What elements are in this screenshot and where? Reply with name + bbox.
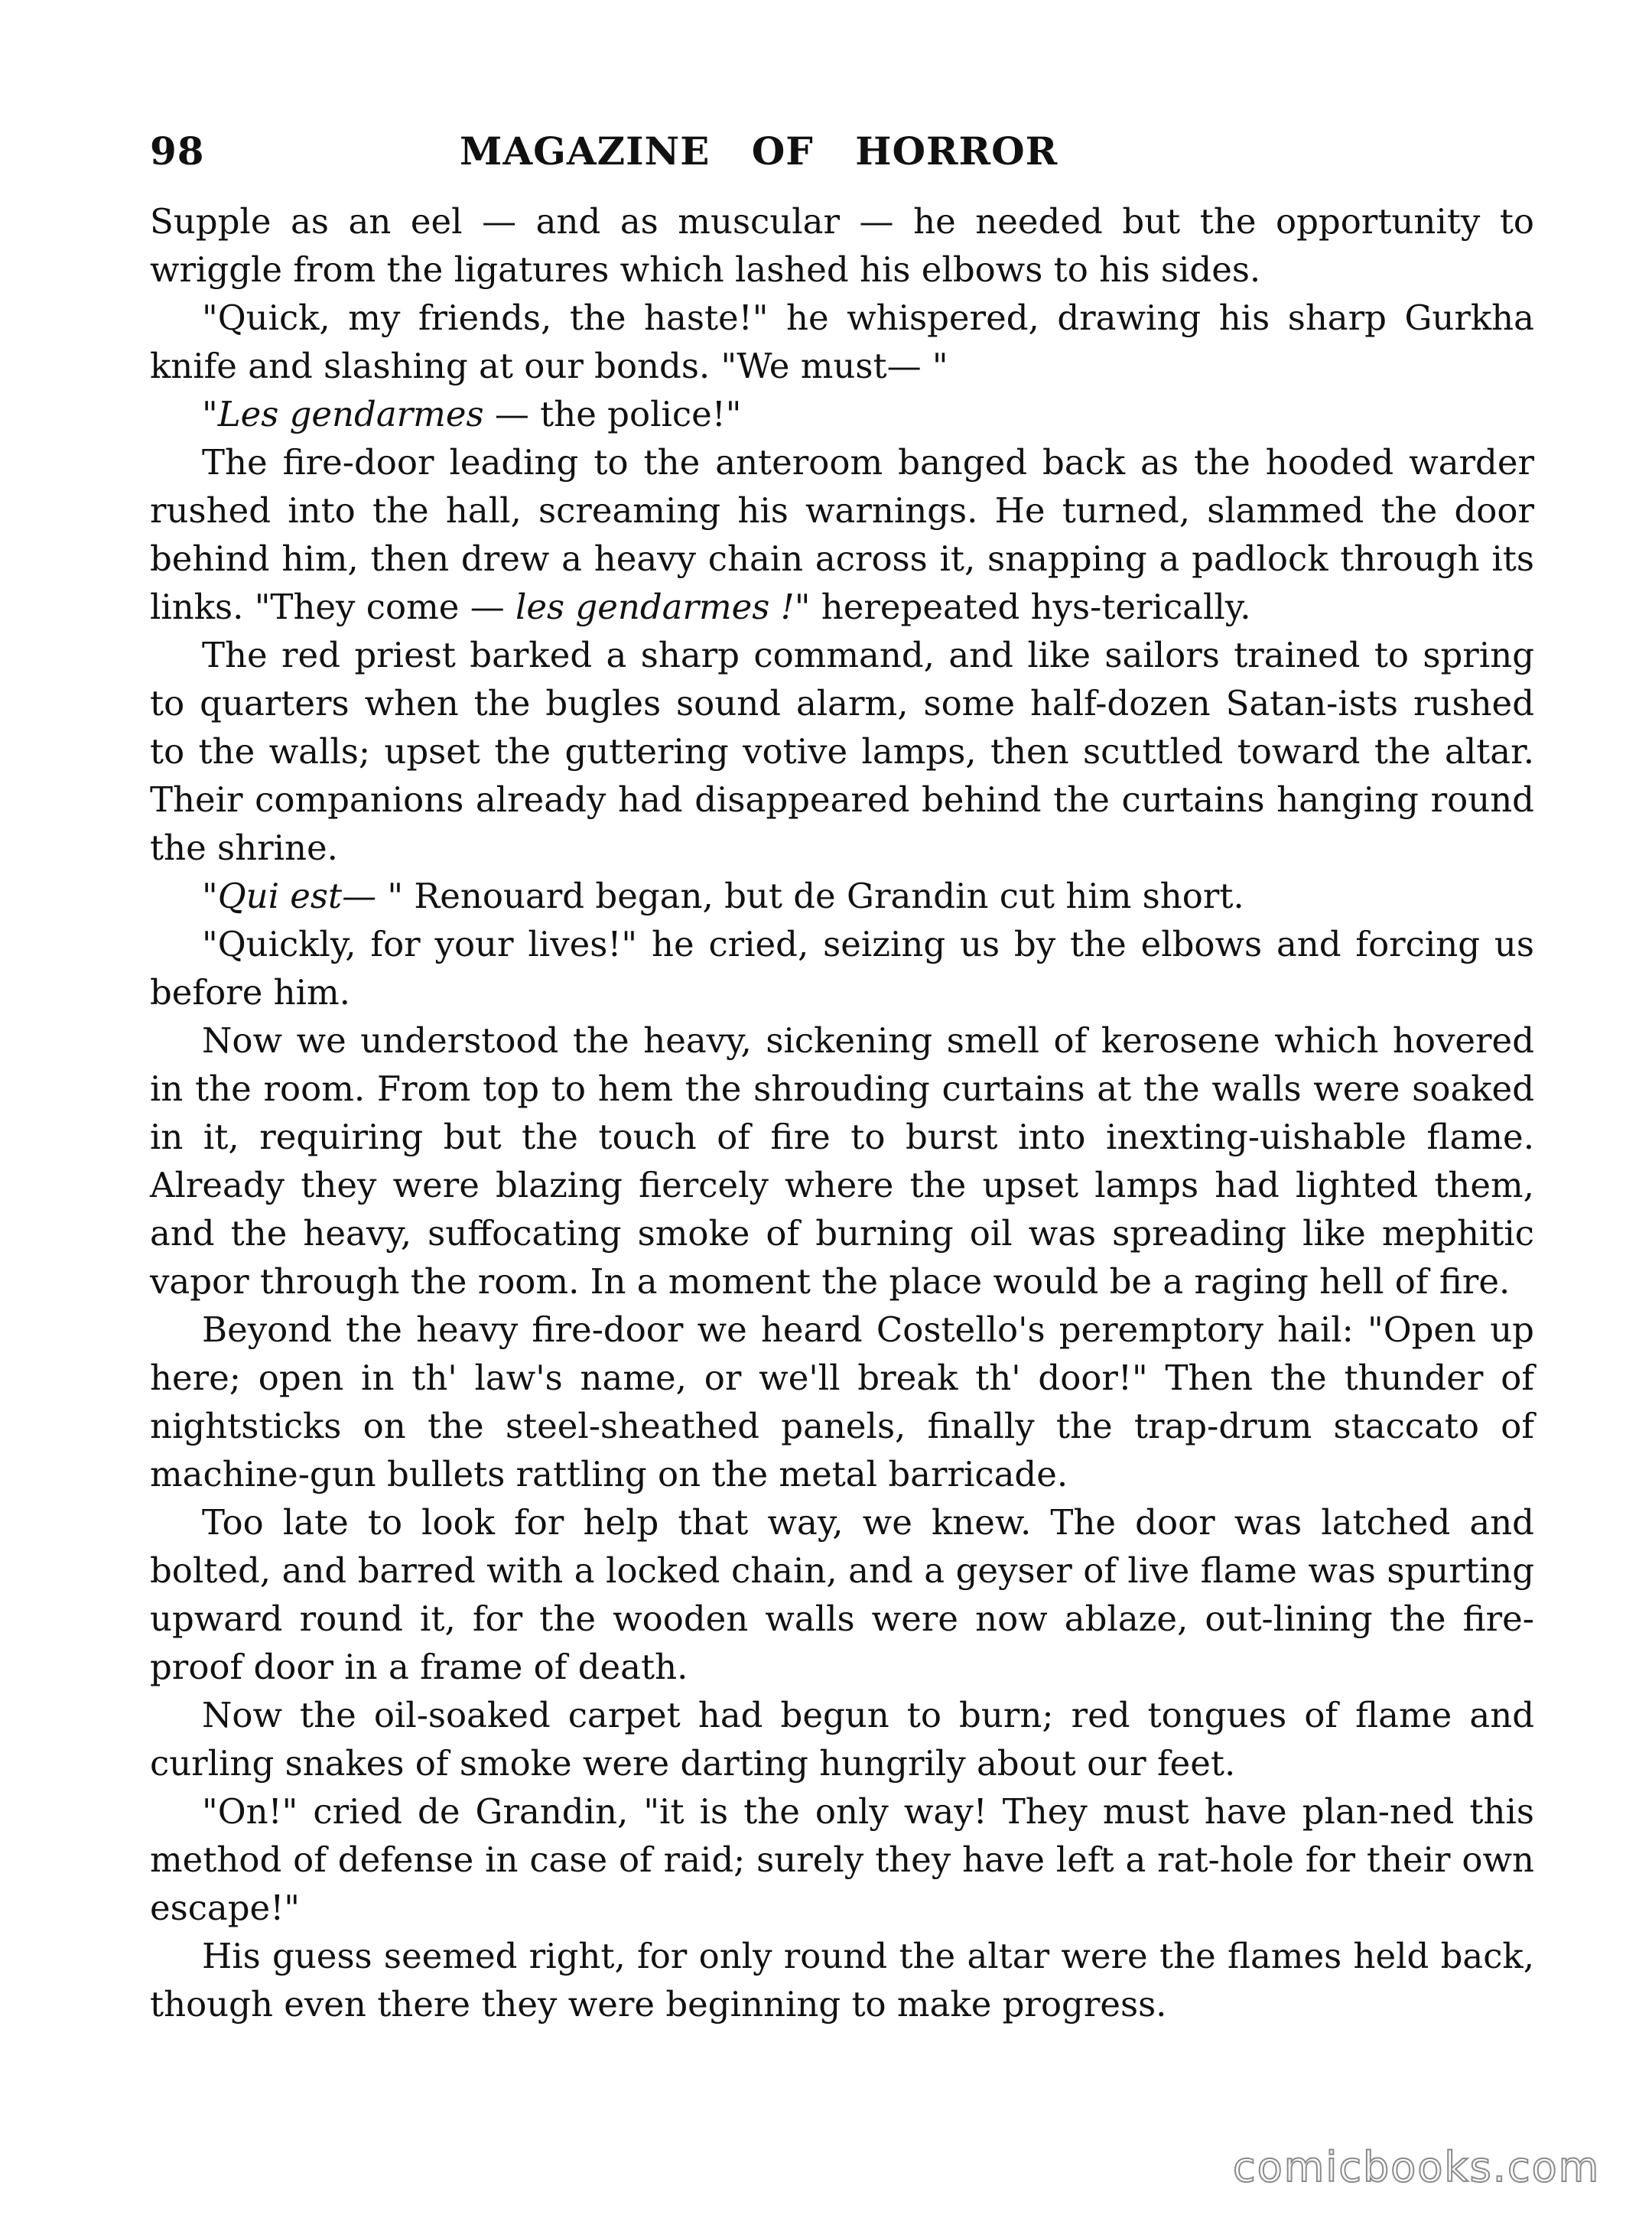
- paragraph-6-text: Renouard began, but de Grandin cut him short.: [403, 876, 1244, 916]
- paragraph-3-italic: "Les gendarmes: [202, 394, 484, 434]
- paragraph-4: [150, 438, 1534, 631]
- paragraph-6-italic: "Qui est— ": [202, 876, 404, 916]
- running-header: [150, 128, 1534, 197]
- paragraph-7: [150, 920, 1534, 1016]
- paragraph-1-text: Supple as an eel — and as muscular — he needed but the opportunity to wriggle from the ligatures which lashed his elbows to his sides.: [150, 201, 1534, 290]
- paragraph-1: [150, 197, 1534, 294]
- page-number: 98: [150, 128, 205, 174]
- paragraph-9: [150, 1306, 1534, 1498]
- paragraph-8-text: Now we understood the heavy, sickening smell of kerosene which hovered in the room. From top to hem the shrouding curtains at the walls were soaked in it, requiring but the touch of fire to burst into inexting-uishable flame. Already they were blazing fiercely where the upset lamps had lighted them, and the heavy, suffocating smoke of burning oil was spreading like mephitic vapor through the room. In a moment the place would be a raging hell of fire.: [150, 1020, 1534, 1302]
- paragraph-9-text: Beyond the heavy fire-door we heard Costello's peremptory hail: "Open up here; open in th' law's name, or we'll break th' door!" Then the thunder of nightsticks on the steel-sheathed panels, finally the trap-drum staccato of machine-gun bullets rattling on the metal barricade.: [150, 1309, 1534, 1494]
- magazine-title: MAGAZINE OF HORROR: [460, 128, 1059, 174]
- paragraph-12-text: "On!" cried de Grandin, "it is the only way! They must have plan-ned this method of defense in case of raid; surely they have left a rat-hole for their own escape!": [150, 1791, 1534, 1928]
- paragraph-12: [150, 1787, 1534, 1932]
- paragraph-4-text-b: herepeated hys-terically.: [810, 587, 1251, 627]
- paragraph-11: [150, 1691, 1534, 1787]
- paragraph-8: [150, 1016, 1534, 1306]
- paragraph-7-text: "Quickly, for your lives!" he cried, seizing us by the elbows and forcing us before him.: [150, 924, 1534, 1013]
- paragraph-3-text: — the police!": [483, 394, 742, 434]
- paragraph-2-text: "Quick, my friends, the haste!" he whispered, drawing his sharp Gurkha knife and slashing at our bonds. "We must— ": [150, 298, 1534, 386]
- paragraph-4-italic: les gendarmes !": [515, 587, 811, 627]
- watermark-text: comicbooks.com: [1233, 2143, 1601, 2191]
- paragraph-13: [150, 1932, 1534, 2028]
- paragraph-6: [150, 872, 1534, 920]
- paragraph-4-text-a: The fire-door leading to the anteroom banged back as the hooded warder rushed into the hall, screaming his warnings. He turned, slammed the door behind him, then drew a heavy chain across it, snapping a padlock through its links. "They come —: [150, 442, 1534, 627]
- paragraph-5-text: The red priest barked a sharp command, and like sailors trained to spring to quarters when the bugles sound alarm, some half-dozen Satan-ists rushed to the walls; upset the guttering votive lamps, then scuttled toward the altar. Their companions already had disappeared behind the curtains hanging round the shrine.: [150, 635, 1534, 868]
- paragraph-11-text: Now the oil-soaked carpet had begun to burn; red tongues of flame and curling snakes of smoke were darting hungrily about our feet.: [150, 1695, 1534, 1784]
- story-text: [150, 197, 1534, 2028]
- paragraph-3: [150, 390, 1534, 438]
- paragraph-2: [150, 294, 1534, 390]
- paragraph-10-text: Too late to look for help that way, we knew. The door was latched and bolted, and barred with a locked chain, and a geyser of live flame was spurting upward round it, for the wooden walls were now ablaze, out-lining the fire-proof door in a frame of death.: [150, 1502, 1534, 1687]
- magazine-page: [150, 128, 1534, 2148]
- paragraph-13-text: His guess seemed right, for only round the altar were the flames held back, though even there they were beginning to make progress.: [150, 1936, 1534, 2024]
- paragraph-5: [150, 631, 1534, 872]
- paragraph-10: [150, 1498, 1534, 1691]
